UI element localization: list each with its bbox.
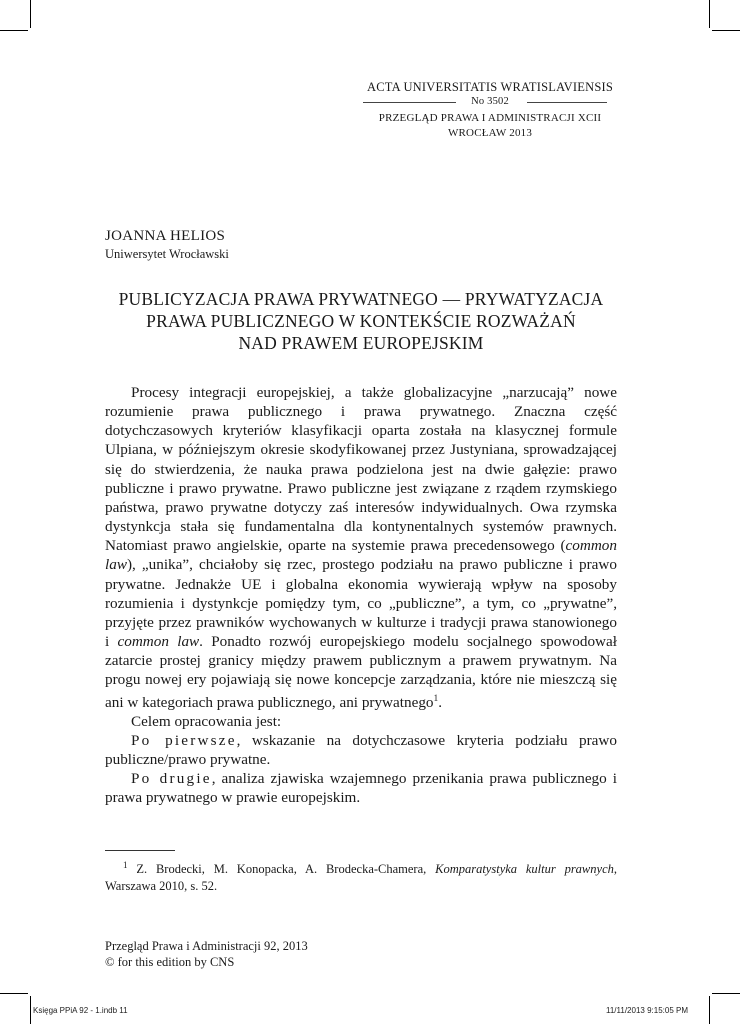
author-name: JOANNA HELIOS	[105, 228, 226, 244]
article-body	[105, 383, 617, 808]
crop-mark-top-left-h	[0, 30, 28, 31]
slug-timestamp: 11/11/2013 9:15:05 PM	[606, 1006, 688, 1015]
slug-filename: Księga PPiA 92 - 1.indb 11	[33, 1006, 128, 1015]
title-line-3: NAD PRAWEM EUROPEJSKIM	[238, 333, 484, 353]
title-line-2: PRAWA PUBLICZNEGO W KONTEKŚCIE ROZWAŻAŃ	[146, 311, 576, 331]
paragraph-4: Po drugie, analiza zjawiska wzajemnego przenikania prawa publicznego i prawa prywatnego w prawie europejskim.	[105, 770, 618, 807]
crop-mark-bottom-right	[709, 996, 710, 1024]
journal-name: ACTA UNIVERSITATIS WRATISLAVIENSIS	[366, 80, 613, 94]
page-footer	[105, 938, 308, 970]
paragraph-2: Celem opracowania jest:	[131, 712, 282, 730]
crop-mark-bottom-right-h	[712, 993, 740, 994]
crop-mark-top-right-h	[712, 30, 740, 31]
crop-mark-top-right	[709, 0, 710, 28]
crop-mark-bottom-left	[30, 996, 31, 1024]
place-year: WROCŁAW 2013	[447, 127, 533, 139]
article-title	[105, 288, 617, 354]
masthead-rule-right	[527, 102, 607, 103]
footnote-separator	[105, 850, 175, 851]
crop-mark-top-left	[30, 0, 31, 28]
author-affiliation: Uniwersytet Wrocławski	[105, 247, 229, 261]
footer-copyright: © for this edition by CNS	[105, 955, 235, 969]
footnote-number: 1	[123, 860, 128, 870]
footer-journal: Przegląd Prawa i Administracji 92, 2013	[105, 939, 308, 953]
crop-mark-bottom-left-h	[0, 993, 28, 994]
footnote: $^1$ Z. Brodecki, M. Konopacka, A. Brodecka-Chamera, Komparatystyka kultur prawnych, Warszawa 2010, s. 52.	[105, 860, 617, 894]
title-line-1: PUBLICYZACJA PRAWA PRYWATNEGO — PRYWATYZACJA	[118, 289, 604, 309]
issue-number: No 3502	[471, 96, 509, 107]
paragraph-3: Po pierwsze, wskazanie na dotychczasowe kryteria podziału prawo publiczne/prawo prywatne.	[105, 731, 617, 769]
paragraph-1: Procesy integracji europejskiej, a także globalizacyjne „narzucają” nowe rozumienie prawa publicznego i prawa prywatnego. Znaczna część dotychczasowych kryteriów klasyfikacji oparta została na klasycznej formule Ulpiana, w późniejszym okresie skodyfikowanej przez Justyniana, sprowadzającej się do stwierdzenia, że nauka prawa podzielona jest na dwie gałęzie: prawo publiczne i prawo prywatne. Prawo publiczne jest związane z rządem rzymskiego państwa, prawo prywatne dotyczy zaś interesów indywidualnych. Owa rzymska dystynkcja stała się fundamentalna dla kontynentalnych systemów prawnych. Natomiast prawo angielskie, oparte na systemie prawa precedensowego (common law), „unika”, chciałoby się rzec, prostego podziału na prawo publiczne i prawo prywatne. Jednakże UE i globalna ekonomia wywierają wpływ na sposoby rozumienia i dystynkcje pomiędzy tym, co „publiczne”, a tym, co „prywatne”, przyjęte przez prawników wychowanych w kulturze i tradycji prawa stanowionego i common law. Ponadto rozwój europejskiego modelu socjalnego spowodował zatarcie prostej granicy między prawem publicznym a prawem prywatnym. Na progu nowej ery pojawiają się nowe koncepcje zarządzania, które nie mieszczą się ani w kategoriach prawa publicznego, ani prywatnego$^1$.	[105, 384, 617, 711]
footnote-reference[interactable]: 1	[433, 693, 439, 704]
series-name: PRZEGLĄD PRAWA I ADMINISTRACJI XCII	[378, 112, 602, 124]
